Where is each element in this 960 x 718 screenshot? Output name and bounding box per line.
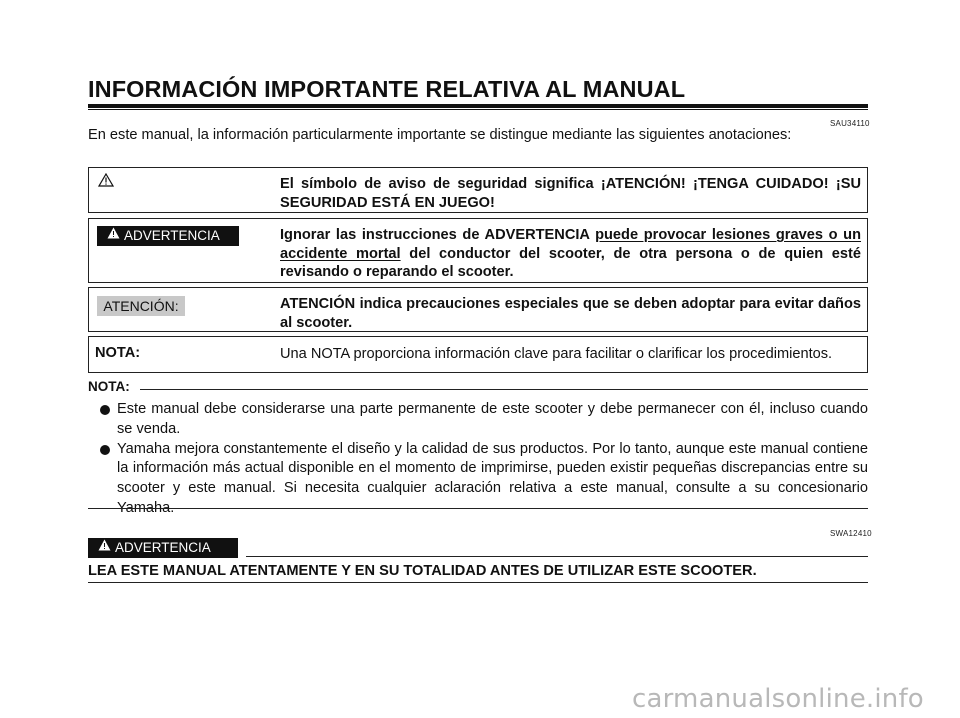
intro-text: En este manual, la información particularmente importante se distingue mediante las siguientes anotaciones:	[88, 127, 792, 143]
advertencia-badge	[97, 226, 239, 246]
notice-advertencia	[88, 218, 868, 283]
warning-bottom-rule	[88, 582, 868, 583]
atencion-text: ATENCIÓN indica precauciones especiales que se deben adoptar para evitar daños al scooter.	[280, 296, 861, 331]
nota-text: Una NOTA proporciona información clave para facilitar o clarificar los procedimientos.	[280, 346, 833, 362]
title-rule	[88, 104, 868, 108]
warning-text: LEA ESTE MANUAL ATENTAMENTE Y EN SU TOTALIDAD ANTES DE UTILIZAR ESTE SCOOTER.	[88, 563, 757, 579]
watermark: carmanualsonline.info	[632, 684, 924, 714]
bullet-icon	[100, 405, 110, 415]
nota-label: NOTA:	[95, 345, 141, 361]
advertencia-text	[280, 226, 861, 282]
advertencia-badge-label: ADVERTENCIA	[124, 228, 220, 243]
notice-nota	[88, 336, 868, 373]
notice-atencion	[88, 287, 868, 332]
note-bullet-list	[98, 400, 868, 519]
warning-badge-label: ADVERTENCIA	[115, 540, 211, 555]
notice-safety-symbol	[88, 167, 868, 213]
warning-rule	[246, 556, 868, 557]
bullet-icon	[100, 445, 110, 455]
advertencia-text-underlined: puede provocar lesiones graves o un accidente mortal	[280, 227, 862, 262]
note-section-rule	[140, 389, 868, 390]
warning-triangle-outline-icon	[98, 173, 114, 192]
warning-triangle-icon	[98, 537, 111, 557]
atencion-badge: ATENCIÓN:	[97, 296, 185, 316]
advertencia-text-after: del conductor del scooter, de otra persona o de quien esté revisando o reparando el scooter.	[280, 245, 861, 280]
bullet-text: Este manual debe considerarse una parte permanente de este scooter y debe permanecer con él, incluso cuando se venda.	[117, 401, 868, 437]
warning-advertencia-badge	[88, 538, 238, 558]
advertencia-text-before: Ignorar las instrucciones de ADVERTENCIA	[280, 227, 596, 243]
section-code: SAU34110	[830, 119, 870, 128]
bullet-text: Yamaha mejora constantemente el diseño y la calidad de sus productos. Por lo tanto, aunque este manual contiene la información más actual disponible en el momento de imprimirse, pueden existir pequeñas discrepancias entre su scooter y este manual. Si necesita cualquier aclaración relativa a este manual, consulte a su concesionario Yamaha.	[117, 440, 868, 516]
page-title: INFORMACIÓN IMPORTANTE RELATIVA AL MANUAL	[88, 76, 686, 102]
note-section-bottom-rule	[88, 508, 868, 509]
warning-code: SWA12410	[830, 529, 872, 538]
list-item	[98, 400, 868, 440]
title-rule-thin	[88, 109, 868, 110]
warning-triangle-icon	[107, 225, 120, 245]
safety-symbol-text: El símbolo de aviso de seguridad significa ¡ATENCIÓN! ¡TENGA CUIDADO! ¡SU SEGURIDAD ESTÁ EN JUEGO!	[280, 176, 861, 211]
list-item	[98, 440, 868, 519]
note-section-label: NOTA:	[88, 379, 130, 394]
